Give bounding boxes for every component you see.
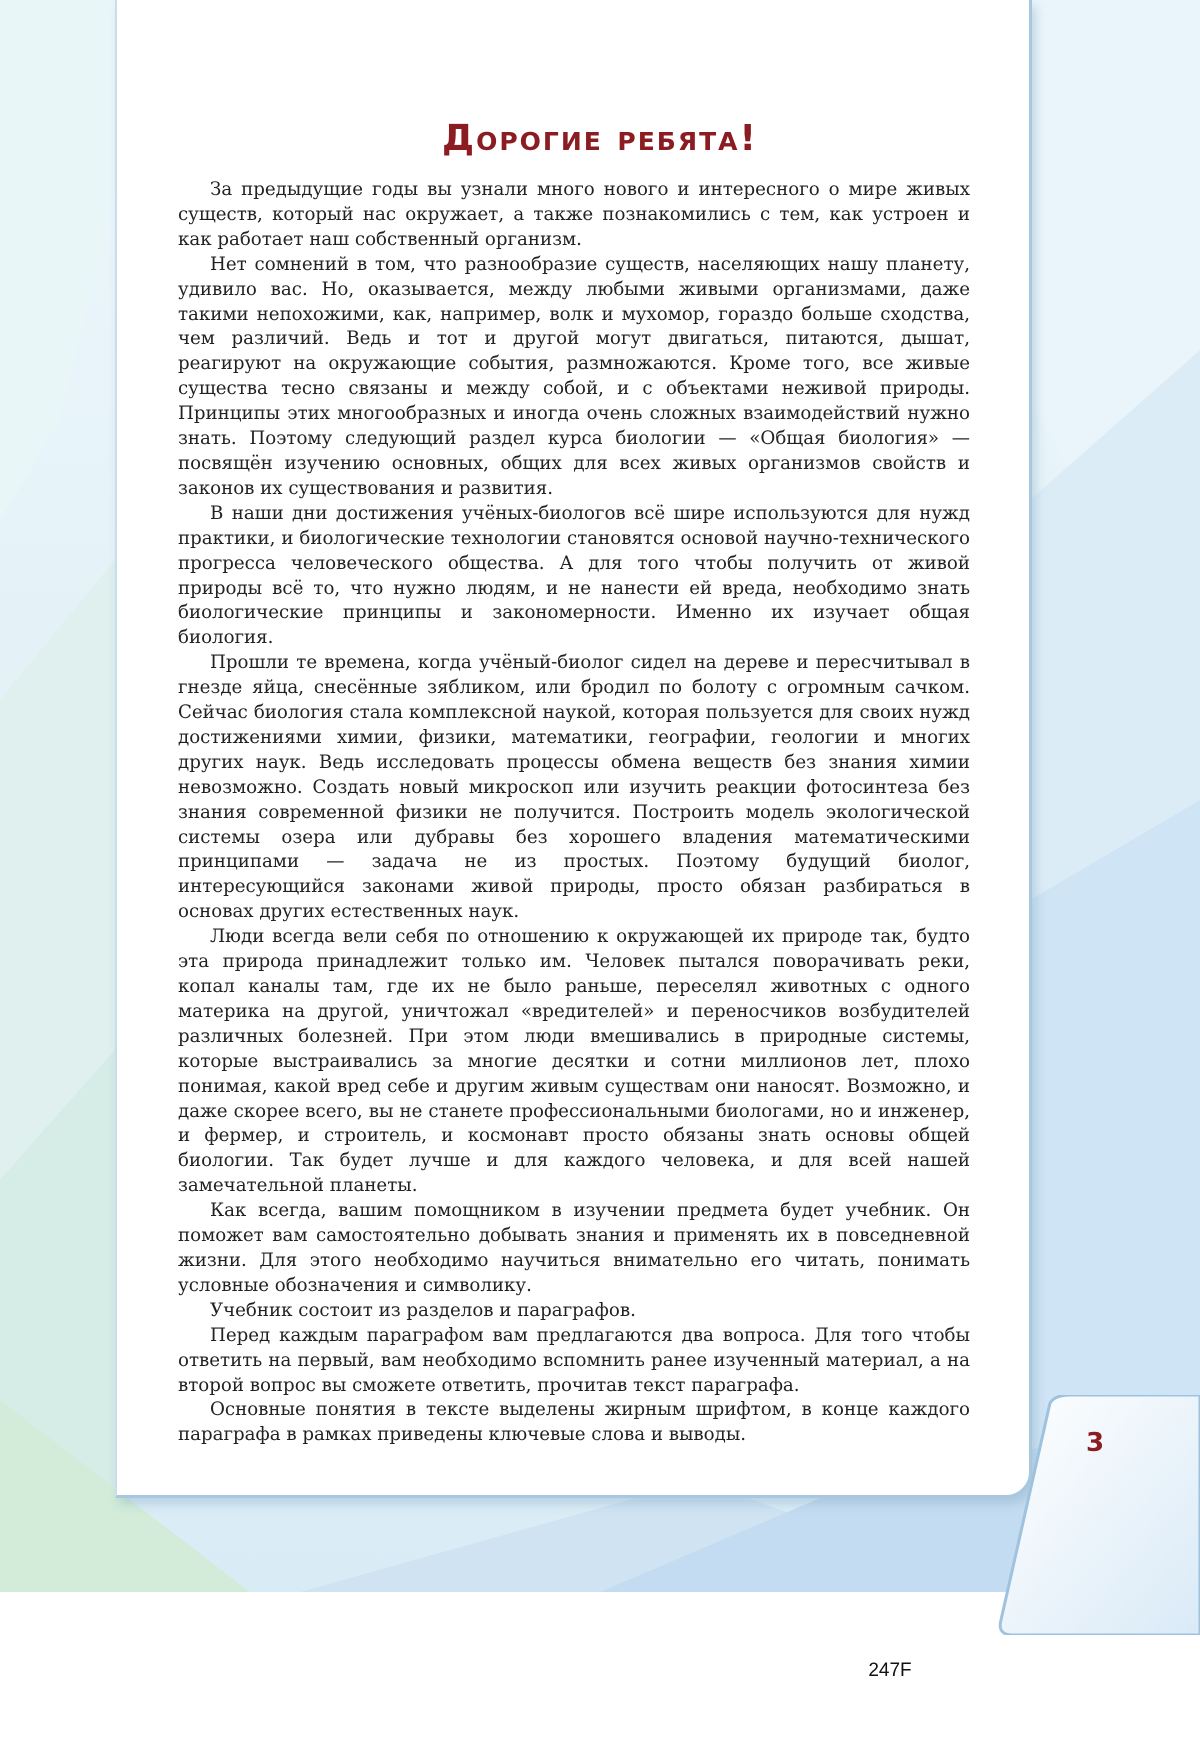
paragraph: Люди всегда вели себя по отношению к окружающей их природе так, будто эта природа принадлежит только им. Человек пытался поворачивать реки, копал каналы там, где их не было раньше, переселял животных с одного материка на другой, уничтожал «вредителей» и переносчиков возбудителей различных болезней. При этом люди вмешивались в природные системы, которые выстраивались за многие десятки и сотни миллионов лет, плохо понимая, какой вред себе и другим живым существам они наносят. Возможно, и даже скорее всего, вы не станете профессиональными биологами, но и инженер, и фермер, и строитель, и космонавт просто обязаны знать основы общей биологии. Так будет лучше и для каждого человека, и для всей нашей замечательной планеты. [178, 926, 970, 1197]
paragraph: Нет сомнений в том, что разнообразие существ, населяющих нашу планету, удивило вас. Но, оказывается, между любыми живыми организмами, даже такими непохожими, как, например, волк и мухомор, гораздо больше сходства, чем различий. Ведь и тот и другой могут двигаться, питаются, дышат, реагируют на окружающие события, размножаются. Кроме того, все живые существа тесно связаны и между собой, и с объектами неживой природы. Принципы этих многообразных и иногда очень сложных взаимодействий нужно знать. Поэтому следующий раздел курса биологии — «Общая биология» — посвящён изучению основных, общих для всех живых организмов свойств и законов их существования и развития. [178, 253, 970, 499]
paragraph: Основные понятия в тексте выделены жирным шрифтом, в конце каждого параграфа в рамках приведены ключевые слова и выводы. [178, 1399, 970, 1446]
paragraph: За предыдущие годы вы узнали много нового и интересного о мире живых существ, который нас окружает, а также познакомились с тем, как устроен и как работает наш собственный организм. [178, 179, 970, 250]
paragraph: Перед каждым параграфом вам предлагаются два вопроса. Для того чтобы ответить на первый, вам необходимо вспомнить ранее изученный материал, а на второй вопрос вы сможете ответить, прочитав текст параграфа. [178, 1324, 970, 1396]
paragraph: Как всегда, вашим помощником в изучении предмета будет учебник. Он поможет вам самостоятельно добывать знания и применять их в повседневной жизни. Для этого необходимо научиться внимательно его читать, понимать условные обозначения и символику. [178, 1200, 970, 1296]
page-title: Дорогие ребята! [442, 118, 758, 159]
bg-shape [1030, 800, 1200, 1450]
paragraph: Прошли те времена, когда учёный-биолог сидел на дереве и пересчитывал в гнезде яйца, снесённые зябликом, или бродил по болоту с огромным сачком. Сейчас биология стала комплексной наукой, которая пользуется для своих нужд достижениями химии, физики, математики, географии, геологии и многих других наук. Ведь исследовать процессы обмена веществ без знания химии невозможно. Создать новый микроскоп или изучить реакции фотосинтеза без знания современной физики не получится. Построить модель экологической системы озера или дубравы без хорошего владения математическими принципами — задача не из простых. Поэтому будущий биолог, интересующийся законами живой природы, просто обязан разбираться в основах других естественных наук. [178, 652, 970, 923]
paragraph: В наши дни достижения учёных-биологов всё шире используются для нужд практики, и биологические технологии становятся основой научно-технического прогресса человеческого общества. А для того чтобы получить от живой природы всё то, что нужно людям, и не нанести ей вреда, необходимо знать биологические принципы и закономерности. Именно их изучает общая биология. [178, 502, 970, 649]
page-number: 3 [1085, 1428, 1105, 1458]
body-text [178, 178, 970, 1448]
paragraph: Учебник состоит из разделов и параграфов. [210, 1299, 636, 1321]
footer-code: 247F [868, 1660, 912, 1681]
